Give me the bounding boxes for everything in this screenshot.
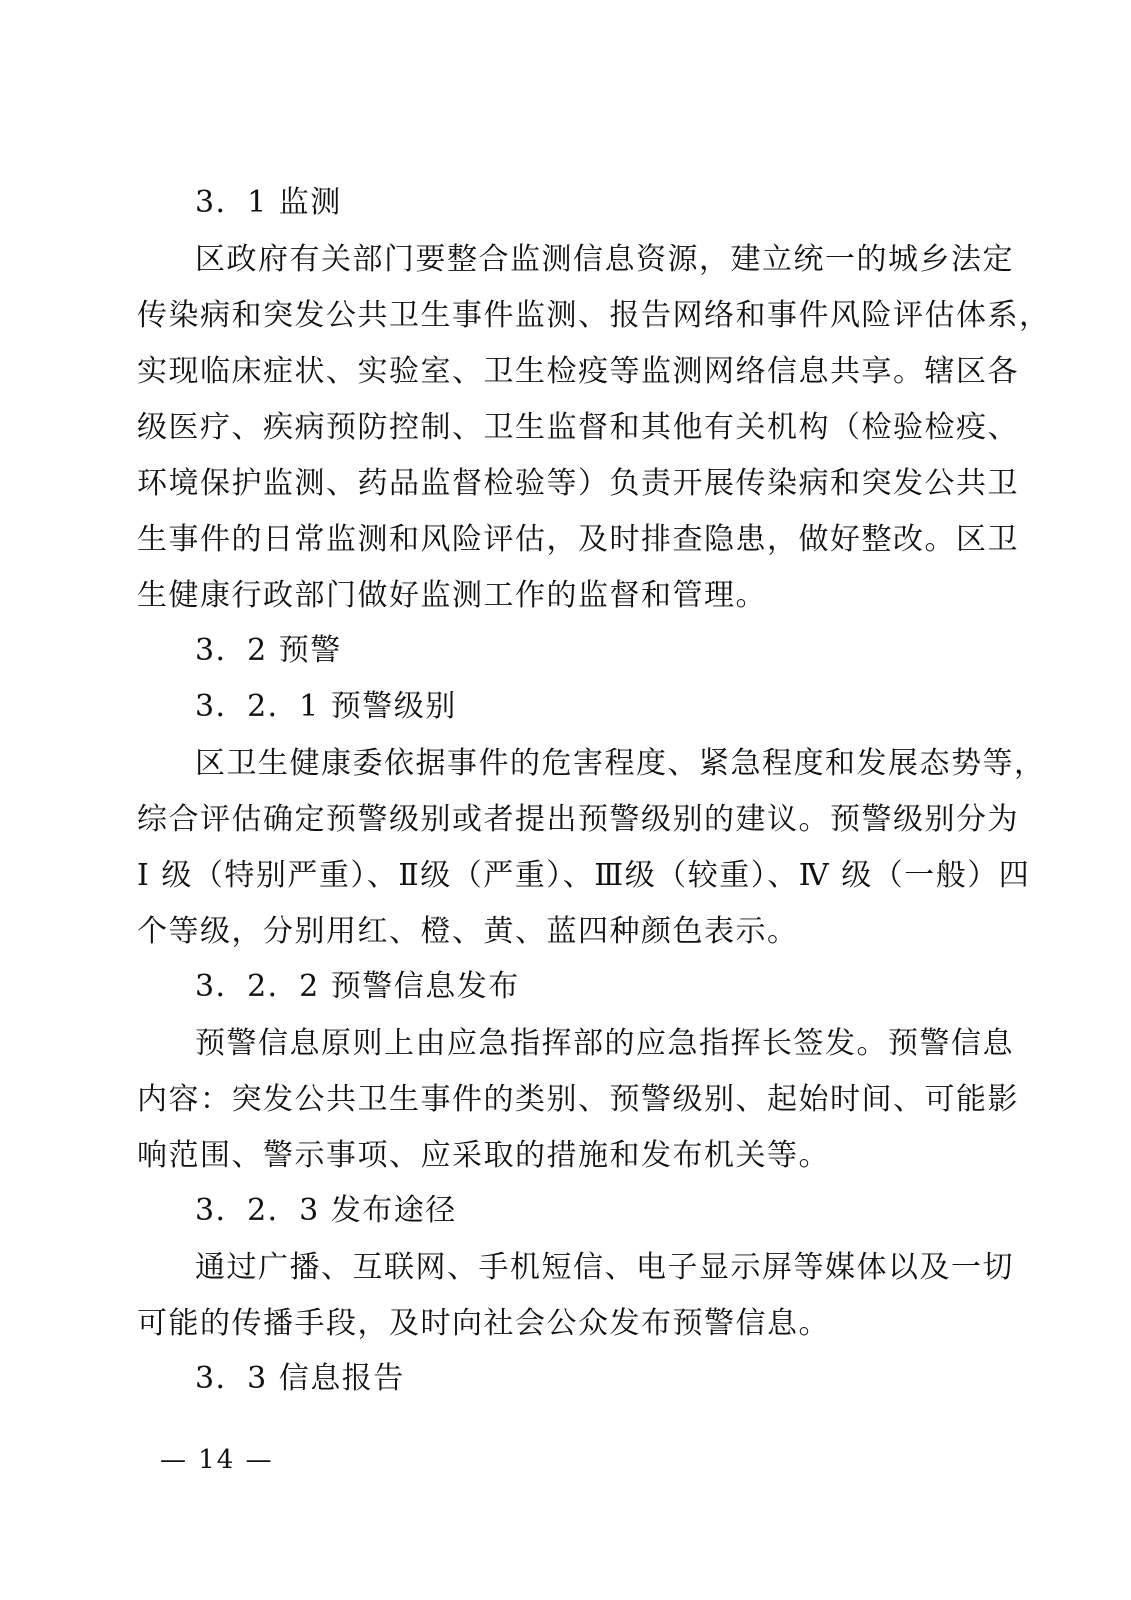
heading-3-2-1: 3．2．1 预警级别 [195, 689, 457, 724]
paragraph-line: 传染病和突发公共卫生事件监测、报告网络和事件风险评估体系， [137, 298, 1051, 333]
paragraph-line: 区卫生健康委依据事件的危害程度、紧急程度和发展态势等， [195, 746, 1046, 781]
paragraph-3-2-2 [137, 1016, 1019, 1184]
heading-3-2-3: 3．2．3 发布途径 [195, 1193, 457, 1228]
paragraph-line: 区政府有关部门要整合监测信息资源，建立统一的城乡法定 [195, 242, 1014, 277]
paragraph-line: 预警信息原则上由应急指挥部的应急指挥长签发。预警信息 [195, 1026, 1014, 1061]
paragraph-3-2-3 [137, 1240, 1014, 1352]
paragraph-line: 级医疗、疾病预防控制、卫生监督和其他有关机构（检验检疫、 [137, 410, 1019, 445]
paragraph-line: 生健康行政部门做好监测工作的监督和管理。 [137, 578, 767, 613]
heading-3-1: 3．1 监测 [195, 185, 342, 220]
paragraph-3-2-1 [137, 736, 1046, 960]
paragraph-line: 可能的传播手段，及时向社会公众发布预警信息。 [137, 1306, 830, 1341]
paragraph-line: 生事件的日常监测和风险评估，及时排查隐患，做好整改。区卫 [137, 522, 1019, 557]
heading-3-2-2: 3．2．2 预警信息发布 [195, 969, 520, 1004]
paragraph-line: 综合评估确定预警级别或者提出预警级别的建议。预警级别分为 [137, 802, 1019, 837]
paragraph-line: 通过广播、互联网、手机短信、电子显示屏等媒体以及一切 [195, 1250, 1014, 1285]
paragraph-line: 环境保护监测、药品监督检验等）负责开展传染病和突发公共卫 [137, 466, 1019, 501]
page-number: — 14 — [160, 1445, 274, 1475]
heading-3-2: 3．2 预警 [195, 633, 342, 668]
paragraph-line: 个等级，分别用红、橙、黄、蓝四种颜色表示。 [137, 914, 799, 949]
paragraph-line: I 级（特别严重）、Ⅱ级（严重）、Ⅲ级（较重）、Ⅳ 级（一般）四 [137, 858, 1031, 893]
paragraph-3-1 [137, 232, 1051, 624]
heading-3-3: 3．3 信息报告 [195, 1361, 405, 1396]
paragraph-line: 实现临床症状、实验室、卫生检疫等监测网络信息共享。辖区各 [137, 354, 1019, 389]
paragraph-line: 内容：突发公共卫生事件的类别、预警级别、起始时间、可能影 [137, 1082, 1019, 1117]
paragraph-line: 响范围、警示事项、应采取的措施和发布机关等。 [137, 1138, 830, 1173]
